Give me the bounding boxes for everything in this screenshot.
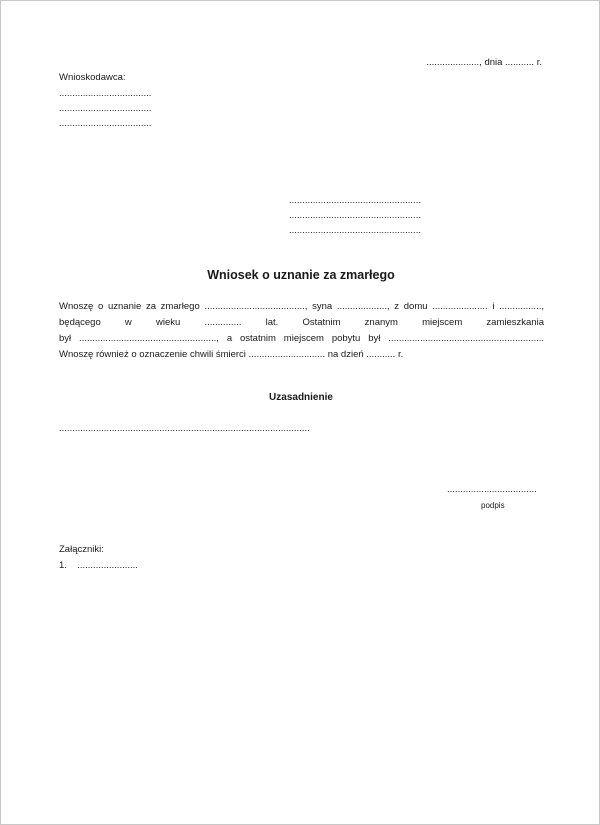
document-title: Wniosek o uznanie za zmarłego [207,268,395,282]
attachment-text: ....................... [77,560,138,571]
signature-line: .................................. [447,484,537,495]
applicant-label: Wnioskodawca: [59,72,126,83]
applicant-line-3: ................................... [59,118,152,129]
body-line-3: był ...................................................., a ostatnim miejscem pobytu był ........................................................... [59,333,544,344]
recipient-line-1: .................................................. [289,195,421,206]
applicant-line-1: ................................... [59,88,152,99]
place-date-line: ...................., dnia ........... r. [426,57,542,68]
recipient-line-2: .................................................. [289,210,421,221]
justification-heading: Uzasadnienie [269,392,333,403]
body-line-2: będącego w wieku .............. lat. Ostatnim znanym miejscem zamieszkania [59,317,544,328]
body-line-4: Wnoszę również o oznaczenie chwili śmierci ............................. na dzień ........... r. [59,349,404,360]
recipient-line-3: .................................................. [289,225,421,236]
attachment-item [59,560,138,572]
body-line-1: Wnoszę o uznanie za zmarłego ......................................, syna ..................., z domu ..................... i ................, [59,301,544,312]
justification-line: ............................................................................................... [59,423,310,434]
applicant-line-2: ................................... [59,103,152,114]
document-body [59,299,544,363]
attachments-label: Załączniki: [59,544,104,555]
signature-label: podpis [481,501,505,510]
attachment-number: 1. [59,560,67,571]
